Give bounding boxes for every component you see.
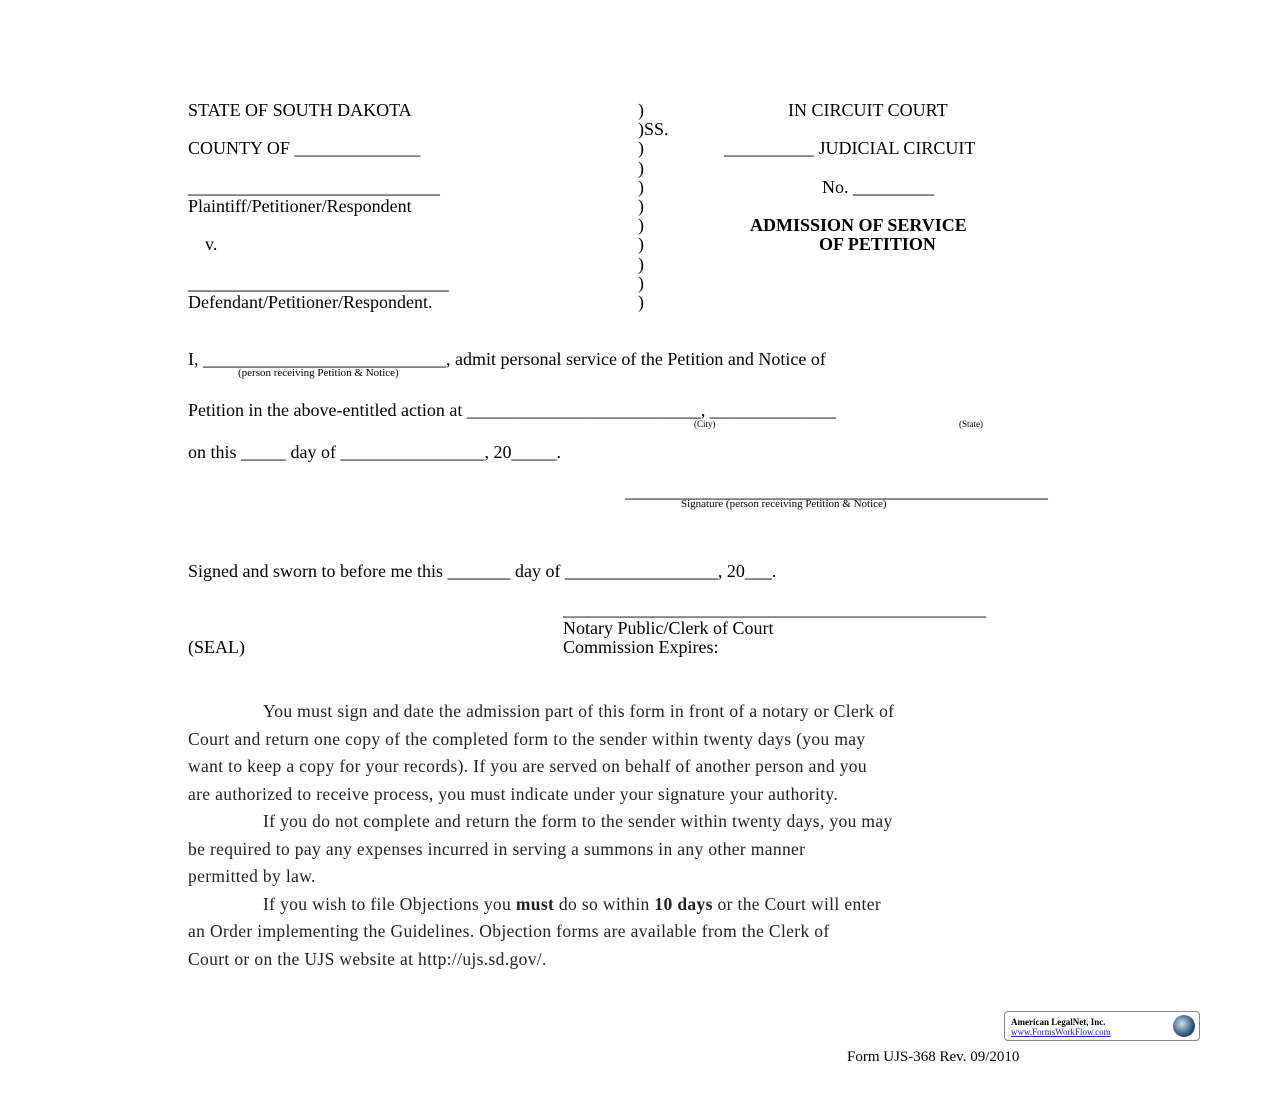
ss-label: )SS. [638, 119, 669, 139]
instruction-text: Court and return one copy of the completed form to the sender within twenty days (you may [188, 728, 866, 749]
notary-signature-line: _______________________________________________ [563, 599, 986, 619]
versus-label: v. [205, 234, 218, 254]
caption-paren: ) [638, 273, 644, 293]
notary-title: Notary Public/Clerk of Court [563, 618, 774, 638]
instruction-text: are authorized to receive process, you must indicate under your signature your authority. [188, 783, 839, 804]
state-label: STATE OF SOUTH DAKOTA [188, 100, 412, 120]
caption-paren: ) [638, 158, 644, 178]
city-note: (City) [694, 419, 716, 429]
instruction-text: want to keep a copy for your records). If you are served on behalf of another person and you [188, 756, 867, 776]
document-title: ADMISSION OF SERVICE [750, 215, 967, 235]
admission-line-3: on this _____ day of ________________, 20_____. [188, 442, 561, 462]
defendant-label: Defendant/Petitioner/Respondent. [188, 292, 433, 312]
legalnet-logo [1004, 1011, 1200, 1041]
caption-paren: ) [638, 254, 644, 274]
globe-icon [1173, 1015, 1195, 1037]
instruction-text: or the Court will enter [712, 893, 882, 914]
plaintiff-line: ____________________________ [188, 177, 440, 197]
case-number-field: No. _________ [822, 177, 934, 197]
instruction-text: be required to pay any expenses incurred in serving a summons in any other manner [188, 838, 806, 859]
signature-line: _______________________________________________ [625, 481, 1048, 501]
admission-line-2: Petition in the above-entitled action at __________________________, ______________ [188, 400, 836, 420]
sworn-line: Signed and sworn to before me this _______ day of _________________, 20___. [188, 561, 777, 581]
court-label: IN CIRCUIT COURT [788, 100, 948, 120]
instruction-text: Court or on the UJS website at http://ujs.sd.gov/. [188, 948, 547, 969]
plaintiff-label: Plaintiff/Petitioner/Respondent [188, 196, 412, 216]
caption-paren: ) [638, 292, 644, 312]
instruction-text: You must sign and date the admission part of this form in front of a notary or Clerk of [263, 701, 895, 721]
caption-paren: ) [638, 100, 644, 120]
caption-paren: ) [638, 234, 644, 254]
instruction-text: permitted by law. [188, 866, 316, 886]
instruction-text: If you do not complete and return the form to the sender within twenty days, you may [263, 811, 893, 831]
county-field: COUNTY OF ______________ [188, 138, 421, 158]
signature-label: Signature (person receiving Petition & Notice) [681, 498, 887, 510]
instruction-text: an Order implementing the Guidelines. Objection forms are available from the Clerk of [188, 921, 830, 941]
state-note: (State) [959, 419, 983, 429]
emphasis-days: 10 days [654, 893, 713, 914]
caption-paren: ) [638, 215, 644, 235]
logo-name: American LegalNet, Inc. [1011, 1017, 1106, 1027]
emphasis-must: must [515, 893, 555, 914]
instruction-text: If you wish to file Objections you [263, 893, 516, 914]
defendant-line: _____________________________ [188, 273, 449, 293]
document-title-line2: OF PETITION [819, 234, 936, 254]
person-note: (person receiving Petition & Notice) [238, 367, 399, 379]
circuit-field: __________ JUDICIAL CIRCUIT [724, 138, 976, 158]
instruction-text: do so within [554, 893, 655, 914]
caption-paren: ) [638, 138, 644, 158]
caption-paren: ) [638, 177, 644, 197]
logo-link[interactable]: www.FormsWorkFlow.com [1011, 1027, 1111, 1037]
admission-line-1: I, ___________________________, admit personal service of the Petition and Notice of [188, 349, 826, 369]
commission-expires: Commission Expires: [563, 637, 719, 657]
instructions [188, 698, 1098, 973]
caption-paren: ) [638, 196, 644, 216]
form-id: Form UJS-368 Rev. 09/2010 [847, 1049, 1020, 1065]
seal-label: (SEAL) [188, 637, 245, 657]
